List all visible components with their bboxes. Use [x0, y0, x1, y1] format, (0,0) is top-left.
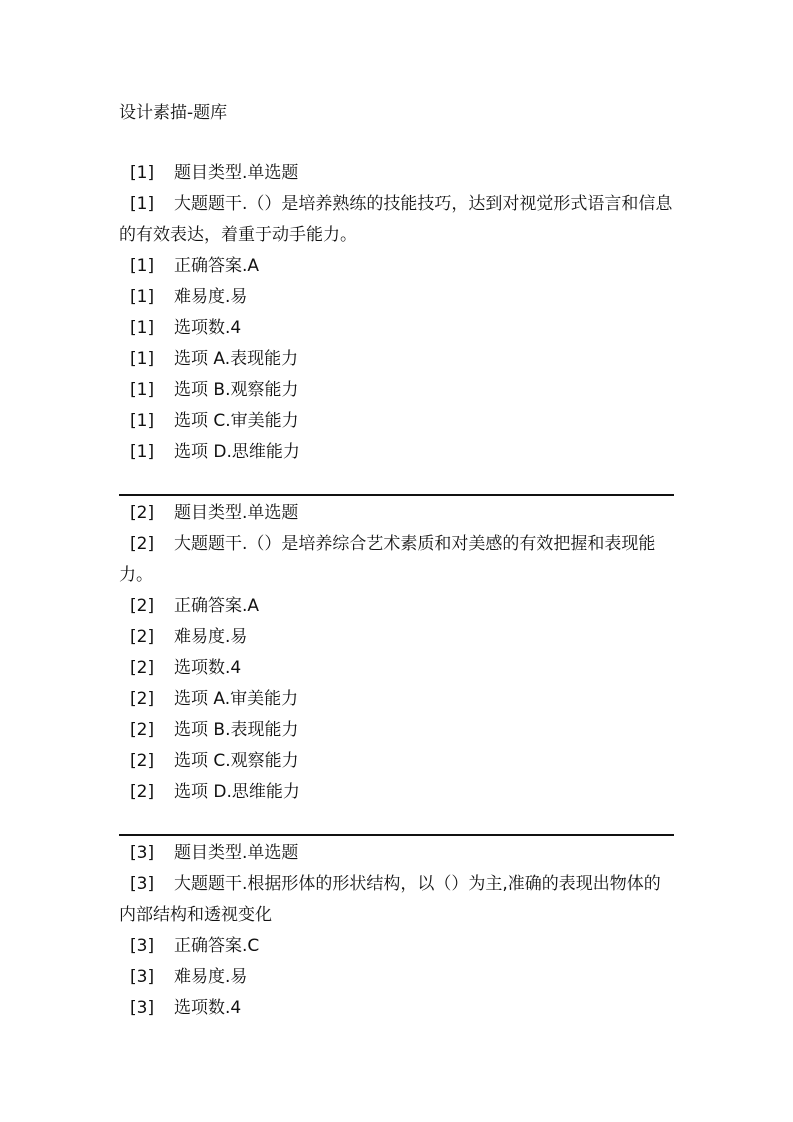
- question-block-3: [119, 838, 675, 1024]
- option-line: [119, 777, 675, 808]
- question-index: [1]: [130, 194, 155, 214]
- option-line: [119, 406, 675, 437]
- question-stem: 大题题干.（）是培养综合艺术素质和对美感的有效把握和表现能力。: [119, 534, 656, 585]
- question-stem: 大题题干.（）是培养熟练的技能技巧，达到对视觉形式语言和信息的有效表达，着重于动手能力。: [119, 194, 673, 245]
- option-line: [119, 746, 675, 777]
- difficulty-line: [119, 622, 675, 653]
- option-line: [119, 344, 675, 375]
- question-type-line: [119, 838, 675, 869]
- question-index: [1]: [130, 256, 155, 276]
- option-count-line: [119, 653, 675, 684]
- question-index: [2]: [130, 596, 155, 616]
- answer-line: [119, 931, 675, 962]
- question-index: [2]: [130, 751, 155, 771]
- option-b: 选项 B.表现能力: [174, 720, 299, 740]
- option-a: 选项 A.表现能力: [174, 349, 299, 369]
- option-count: 选项数.4: [174, 658, 242, 678]
- question-type-line: [119, 498, 675, 529]
- answer-line: [119, 251, 675, 282]
- question-index: [1]: [130, 163, 155, 183]
- option-count: 选项数.4: [174, 998, 242, 1018]
- question-index: [1]: [130, 411, 155, 431]
- question-index: [3]: [130, 998, 155, 1018]
- question-type: 题目类型.单选题: [174, 163, 299, 183]
- difficulty: 难易度.易: [174, 287, 248, 307]
- option-count-line: [119, 993, 675, 1024]
- difficulty-line: [119, 962, 675, 993]
- answer-line: [119, 591, 675, 622]
- question-index: [1]: [130, 380, 155, 400]
- option-count-line: [119, 313, 675, 344]
- question-index: [3]: [130, 874, 155, 894]
- question-index: [2]: [130, 503, 155, 523]
- question-index: [1]: [130, 318, 155, 338]
- option-line: [119, 715, 675, 746]
- question-type-line: [119, 158, 675, 189]
- option-b: 选项 B.观察能力: [174, 380, 299, 400]
- correct-answer: 正确答案.C: [174, 936, 260, 956]
- question-index: [3]: [130, 967, 155, 987]
- question-type: 题目类型.单选题: [174, 843, 299, 863]
- question-index: [2]: [130, 782, 155, 802]
- divider: [119, 494, 674, 496]
- question-block-1: [119, 158, 675, 468]
- option-a: 选项 A.审美能力: [174, 689, 299, 709]
- question-index: [2]: [130, 689, 155, 709]
- question-index: [2]: [130, 720, 155, 740]
- correct-answer: 正确答案.A: [174, 596, 260, 616]
- question-stem-line: [119, 189, 675, 251]
- question-index: [3]: [130, 843, 155, 863]
- question-index: [1]: [130, 287, 155, 307]
- question-index: [1]: [130, 442, 155, 462]
- option-line: [119, 375, 675, 406]
- difficulty: 难易度.易: [174, 627, 248, 647]
- question-type: 题目类型.单选题: [174, 503, 299, 523]
- option-c: 选项 C.审美能力: [174, 411, 299, 431]
- option-line: [119, 437, 675, 468]
- option-count: 选项数.4: [174, 318, 242, 338]
- difficulty-line: [119, 282, 675, 313]
- question-index: [1]: [130, 349, 155, 369]
- question-stem-line: [119, 869, 675, 931]
- question-index: [2]: [130, 534, 155, 554]
- question-index: [3]: [130, 936, 155, 956]
- question-stem-line: [119, 529, 675, 591]
- option-c: 选项 C.观察能力: [174, 751, 299, 771]
- option-d: 选项 D.思维能力: [174, 782, 300, 802]
- divider: [119, 834, 674, 836]
- correct-answer: 正确答案.A: [174, 256, 260, 276]
- question-stem: 大题题干.根据形体的形状结构，以（）为主,准确的表现出物体的内部结构和透视变化: [119, 874, 661, 925]
- question-index: [2]: [130, 658, 155, 678]
- document-title: 设计素描-题库: [119, 103, 228, 123]
- option-d: 选项 D.思维能力: [174, 442, 300, 462]
- difficulty: 难易度.易: [174, 967, 248, 987]
- question-block-2: [119, 498, 675, 808]
- question-index: [2]: [130, 627, 155, 647]
- option-line: [119, 684, 675, 715]
